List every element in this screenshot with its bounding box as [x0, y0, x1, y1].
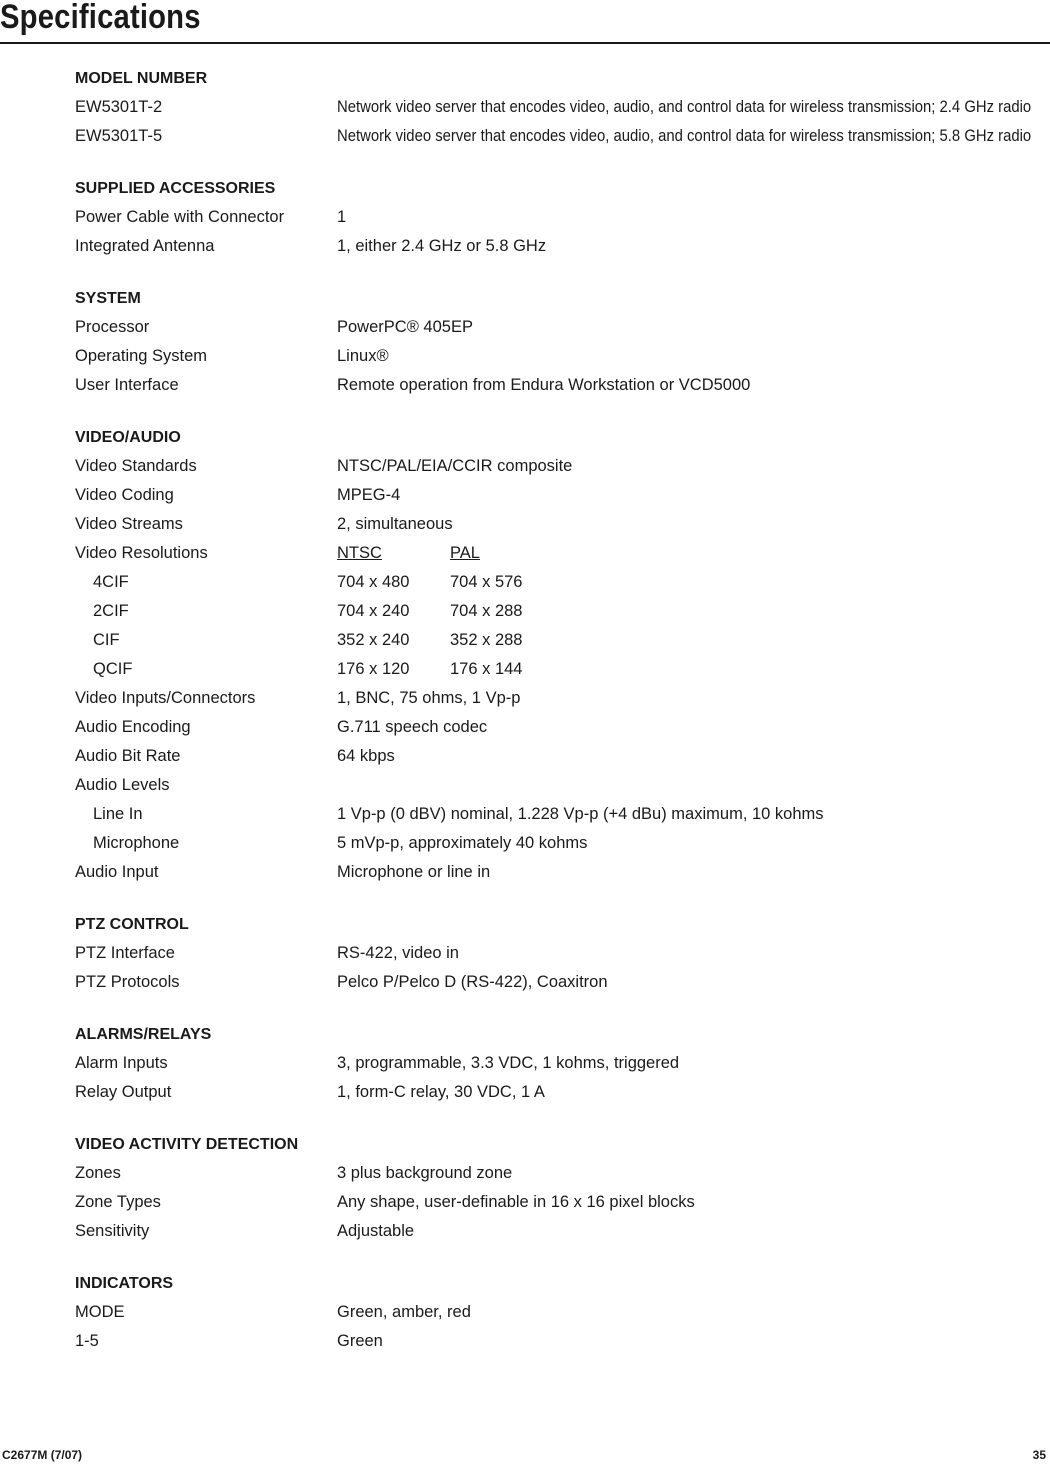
spec-value-pal: 704 x 288 [450, 602, 523, 620]
section-heading: VIDEO ACTIVITY DETECTION [75, 1136, 299, 1153]
spec-value-pal: 352 x 288 [450, 631, 523, 649]
section-supplied-accessories [75, 174, 1050, 261]
spec-value: Network video server that encodes video, audio, and control data for wireless transmission; 5.8 GHz radio [337, 127, 1032, 145]
spec-value-ntsc: 704 x 480 [337, 573, 410, 591]
spec-value: Remote operation from Endura Workstation or VCD5000 [337, 376, 751, 394]
spec-label: Video Coding [75, 486, 174, 504]
spec-label: MODE [75, 1303, 125, 1321]
spec-row [75, 742, 1050, 771]
spec-row [75, 858, 1050, 887]
section-system [75, 284, 1050, 400]
spec-list [75, 64, 1050, 1379]
spec-label: 4CIF [93, 573, 129, 591]
spec-value: PowerPC® 405EP [337, 318, 473, 336]
spec-label: Power Cable with Connector [75, 208, 285, 226]
spec-value: 2, simultaneous [337, 515, 453, 533]
spec-row [75, 1078, 1050, 1107]
spec-label: PTZ Interface [75, 944, 175, 962]
spec-row [75, 232, 1050, 261]
spec-value: Pelco P/Pelco D (RS-422), Coaxitron [337, 973, 608, 991]
spec-label: Zone Types [75, 1193, 161, 1211]
section-heading: ALARMS/RELAYS [75, 1026, 212, 1043]
spec-row [75, 1049, 1050, 1078]
column-header-ntsc: NTSC [337, 544, 382, 562]
spec-value: Green, amber, red [337, 1303, 471, 1321]
spec-row [75, 1327, 1050, 1356]
spec-row [75, 93, 1050, 122]
spec-label: Microphone [93, 834, 180, 852]
spec-value-ntsc: 352 x 240 [337, 631, 410, 649]
section-heading: SUPPLIED ACCESSORIES [75, 180, 276, 197]
spec-value-ntsc: 704 x 240 [337, 602, 410, 620]
section-heading: VIDEO/AUDIO [75, 429, 181, 446]
spec-label: CIF [93, 631, 120, 649]
spec-row [75, 713, 1050, 742]
spec-row [75, 1159, 1050, 1188]
spec-row [75, 1298, 1050, 1327]
spec-label: Audio Input [75, 863, 159, 881]
spec-label: User Interface [75, 376, 179, 394]
spec-row [75, 481, 1050, 510]
section-heading: MODEL NUMBER [75, 70, 208, 87]
spec-label: Audio Levels [75, 776, 170, 794]
section-alarms-relays [75, 1020, 1050, 1107]
spec-label: Line In [93, 805, 143, 823]
spec-label: Video Standards [75, 457, 197, 475]
spec-value: RS-422, video in [337, 944, 459, 962]
spec-label: EW5301T-5 [75, 127, 163, 145]
title-rule [0, 42, 1050, 44]
spec-row [75, 122, 1050, 151]
spec-value: Linux® [337, 347, 389, 365]
section-heading: PTZ CONTROL [75, 916, 189, 933]
spec-value: 1, form-C relay, 30 VDC, 1 A [337, 1083, 545, 1101]
spec-label: Zones [75, 1164, 121, 1182]
spec-value: Microphone or line in [337, 863, 491, 881]
spec-label: Audio Bit Rate [75, 747, 181, 765]
spec-row [75, 939, 1050, 968]
spec-value-pal: 704 x 576 [450, 573, 523, 591]
spec-label: 2CIF [93, 602, 129, 620]
spec-label: Relay Output [75, 1083, 172, 1101]
column-header-pal: PAL [450, 544, 480, 562]
spec-row [75, 655, 1050, 684]
spec-label: Video Streams [75, 515, 183, 533]
spec-label: Audio Encoding [75, 718, 191, 736]
spec-row [75, 800, 1050, 829]
spec-label: Video Inputs/Connectors [75, 689, 256, 707]
section-ptz-control [75, 910, 1050, 997]
footer-document-code: C2677M (7/07) [2, 1448, 83, 1462]
spec-label: Sensitivity [75, 1222, 150, 1240]
spec-value: 3 plus background zone [337, 1164, 513, 1182]
spec-value-ntsc: 176 x 120 [337, 660, 410, 678]
spec-value: 1 [337, 208, 347, 226]
spec-value: 3, programmable, 3.3 VDC, 1 kohms, triggered [337, 1054, 680, 1072]
spec-value: 1, either 2.4 GHz or 5.8 GHz [337, 237, 547, 255]
spec-row [75, 597, 1050, 626]
spec-label: QCIF [93, 660, 133, 678]
spec-value: Any shape, user-definable in 16 x 16 pixel blocks [337, 1193, 695, 1211]
section-heading: INDICATORS [75, 1275, 174, 1292]
spec-row [75, 968, 1050, 997]
footer-page-number: 35 [1032, 1448, 1046, 1462]
section-model-number [75, 64, 1050, 151]
spec-row [75, 342, 1050, 371]
spec-label: Operating System [75, 347, 208, 365]
spec-row [75, 371, 1050, 400]
spec-value: G.711 speech codec [337, 718, 488, 736]
spec-value: 1, BNC, 75 ohms, 1 Vp-p [337, 689, 521, 707]
spec-value: NTSC/PAL/EIA/CCIR composite [337, 457, 573, 475]
spec-row [75, 539, 1050, 568]
spec-value: 1 Vp-p (0 dBV) nominal, 1.228 Vp-p (+4 dBu) maximum, 10 kohms [337, 805, 824, 823]
spec-row [75, 510, 1050, 539]
spec-row [75, 829, 1050, 858]
spec-value: 5 mVp-p, approximately 40 kohms [337, 834, 588, 852]
spec-label: PTZ Protocols [75, 973, 180, 991]
spec-label: Processor [75, 318, 150, 336]
spec-row [75, 203, 1050, 232]
spec-value: MPEG-4 [337, 486, 401, 504]
spec-row [75, 771, 1050, 800]
spec-label: Alarm Inputs [75, 1054, 168, 1072]
spec-row [75, 568, 1050, 597]
spec-row [75, 684, 1050, 713]
spec-label: 1-5 [75, 1332, 99, 1350]
spec-row [75, 1217, 1050, 1246]
spec-value: Adjustable [337, 1222, 415, 1240]
spec-value: 64 kbps [337, 747, 395, 765]
section-heading: SYSTEM [75, 290, 141, 307]
section-video-audio [75, 423, 1050, 887]
section-video-activity-detection [75, 1130, 1050, 1246]
spec-value: Network video server that encodes video, audio, and control data for wireless transmission; 2.4 GHz radio [337, 98, 1032, 116]
section-indicators [75, 1269, 1050, 1356]
spec-value-pal: 176 x 144 [450, 660, 523, 678]
spec-label: EW5301T-2 [75, 98, 163, 116]
spec-value: Green [337, 1332, 383, 1350]
spec-row [75, 313, 1050, 342]
spec-row [75, 452, 1050, 481]
page-title: Specifications [0, 0, 201, 36]
spec-row [75, 1188, 1050, 1217]
spec-label: Video Resolutions [75, 544, 208, 562]
spec-label: Integrated Antenna [75, 237, 215, 255]
spec-row [75, 626, 1050, 655]
